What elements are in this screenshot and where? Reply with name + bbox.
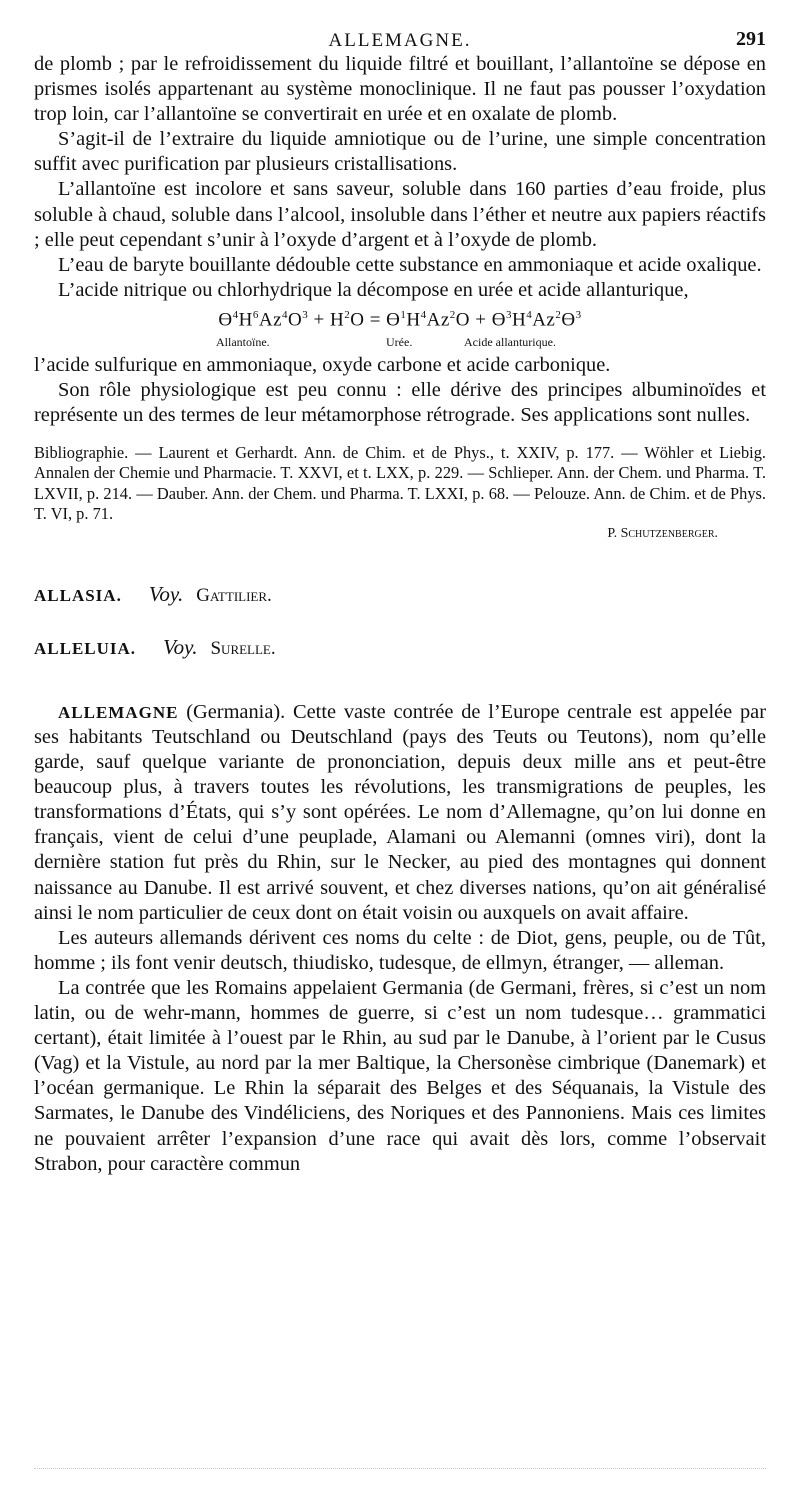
paragraph: L’eau de baryte bouillante dédouble cette substance en ammoniaque et acide oxalique.: [58, 253, 762, 276]
main-entry-paragraph: Les auteurs allemands dérivent ces noms du celte : de Diot, gens, peuple, ou de Tût, homme ; ils font venir deutsch, thiudisko, tudesque, de ellmyn, étranger, — alleman.: [34, 926, 766, 974]
cross-reference-target: Surelle.: [210, 637, 276, 659]
page-bottom-marks: [34, 1462, 766, 1469]
voir-label: Voy.: [148, 581, 184, 606]
cross-reference-entry: [34, 582, 766, 607]
main-entry-paragraph: La contrée que les Romains appelaient Germania (de Germani, frères, si c’est un nom latin, ou de wehr-mann, hommes de guerre, si c’est un nom tudesque… grammatici certant), était limitée à l’ouest par le Rhin, au sud par le Danube, à l’orient par le Cusus (Vag) et la Vistule, au nord par la mer Baltique, la Chersonèse cimbrique (Danemark) et l’océan germanique. Le Rhin la séparait des Belges et des Séquanais, la Vistule des Sarmates, le Danube des Vindéliciens, des Noriques et des Pannoniens. Mais ces limites ne pouvaient arrêter l’expansion d’une race qui avait dès lors, comme l’observait Strabon, pour caractère commun: [34, 976, 766, 1175]
main-entry-paragraph: [34, 700, 766, 926]
running-title: ALLEMAGNE.: [328, 30, 472, 51]
equation-label-allantoine: Allantoïne.: [216, 335, 270, 350]
paragraph: Son rôle physiologique est peu connu : elle dérive des principes albuminoïdes et représente un des termes de leur métamorphose rétrograde. Ses applications sont nulles.: [34, 379, 766, 427]
main-entry-text: (Germania). Cette vaste contrée de l’Europe centrale est appelée par ses habitants Teutschland ou Deutschland (pays des Teuts ou Teutons), nom qu’elle garde, sauf quelque variante de prononciation, depuis deux mille ans et peut-être beaucoup plus, à travers toutes les révolutions, les transmigrations de peuples, les transformations d’États, qui s’y sont opérées. Le nom d’Allemagne, qu’on lui donne en français, vient de celui d’une peuplade, Alamani ou Alemanni (omnes viri), dont la dernière station fut près du Rhin, sur le Necker, au pied des montagnes qui donnent naissance au Danube. Il est arrivé souvent, et chez diverses nations, qu’on ait généralisé ainsi le nom particulier de ceux dont on était voisin ou auxquels on avait affaire.: [34, 700, 766, 924]
paragraph: l’acide sulfurique en ammoniaque, oxyde carbone et acide carbonique.: [34, 354, 611, 377]
voir-label: Voy.: [163, 634, 198, 659]
page-number: 291: [736, 28, 766, 50]
entry-headword: ALLELUIA.: [34, 638, 137, 658]
equation-labels: [34, 331, 766, 353]
entry-headword: ALLASIA.: [34, 585, 122, 605]
paragraph: L’acide nitrique ou chlorhydrique la décompose en urée et acide allanturique,: [58, 278, 689, 301]
equation-label-acide-allanturique: Acide allanturique.: [464, 335, 556, 350]
running-head: [34, 26, 766, 52]
cross-reference-target: Gattilier.: [196, 584, 272, 606]
bibliography: Bibliographie. — Laurent et Gerhardt. Ann. de Chim. et de Phys., t. XXIV, p. 177. — Wöhler et Liebig. Annalen der Chemie und Pharmacie. T. XXVI, et t. LXX, p. 229. — Schlieper. Ann. der Chem. und Pharma. T. LXVII, p. 214. — Dauber. Ann. der Chem. und Pharma. T. LXXI, p. 68. — Pelouze. Ann. de Chim. et de Phys. T. VI, p. 71.: [34, 442, 766, 524]
main-entry-headword: ALLEMAGNE: [58, 702, 179, 722]
main-entry: [34, 700, 766, 1177]
paragraph: S’agit-il de l’extraire du liquide amniotique ou de l’urine, une simple concentration suffit avec purification par plusieurs cristallisations.: [34, 128, 766, 176]
cross-reference-entry: [34, 635, 766, 660]
paragraph: L’allantoïne est incolore et sans saveur, soluble dans 160 parties d’eau froide, plus soluble à chaud, soluble dans l’alcool, insoluble dans l’éther et neutre aux papiers réactifs ; elle peut cependant s’unir à l’oxyde d’argent et à l’oxyde de plomb.: [34, 178, 766, 251]
book-page: [34, 26, 766, 1177]
paragraph: de plomb ; par le refroidissement du liquide filtré et bouillant, l’allantoïne se dépose en prismes isolés appartenant au système monoclinique. Il ne faut pas pousser l’oxydation trop loin, car l’allantoïne se convertirait en urée et en oxalate de plomb.: [34, 53, 766, 126]
chemical-equation: $Ɵ^4H^6Az^4O^3 + H^2O$ = $Ɵ^1H^4Az^2O$ + $Ɵ^3H^4Az^2Ɵ^3$: [218, 308, 582, 331]
equation-label-uree: Urée.: [386, 335, 413, 350]
bibliography-author: P. Schutzenberger.: [607, 525, 718, 541]
